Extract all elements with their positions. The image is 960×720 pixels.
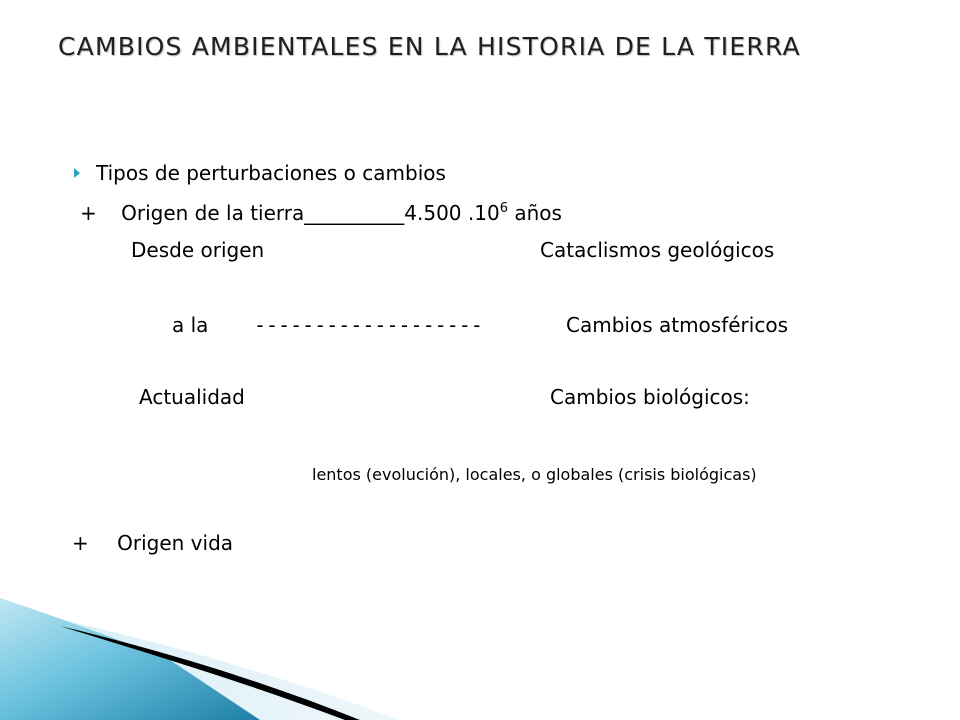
right-col-atmosfericos: Cambios atmosféricos <box>566 313 788 337</box>
heading-line: Tipos de perturbaciones o cambios <box>96 161 446 185</box>
biological-detail: lentos (evolución), locales, o globales (crisis biológicas) <box>312 465 757 484</box>
left-col-actualidad: Actualidad <box>139 385 245 409</box>
plus-icon: + <box>80 201 97 225</box>
dash-connector: ------------------- <box>254 313 483 337</box>
right-col-cataclismos: Cataclismos geológicos <box>540 238 775 262</box>
exponent: 6 <box>499 201 508 216</box>
left-col-a-la: a la <box>172 313 209 337</box>
plus-icon: + <box>72 531 89 555</box>
left-col-desde-origen: Desde origen <box>131 238 265 262</box>
blue-swoosh-shape <box>0 598 260 720</box>
right-col-biologicos: Cambios biológicos: <box>550 385 750 409</box>
origin-earth-unit: años <box>507 201 562 225</box>
origin-earth-label: Origen de la tierra__________4.500 .10 <box>121 201 500 225</box>
origin-life-label: Origen vida <box>117 531 234 555</box>
slide-title: CAMBIOS AMBIENTALES EN LA HISTORIA DE LA TIERRA <box>58 32 801 61</box>
